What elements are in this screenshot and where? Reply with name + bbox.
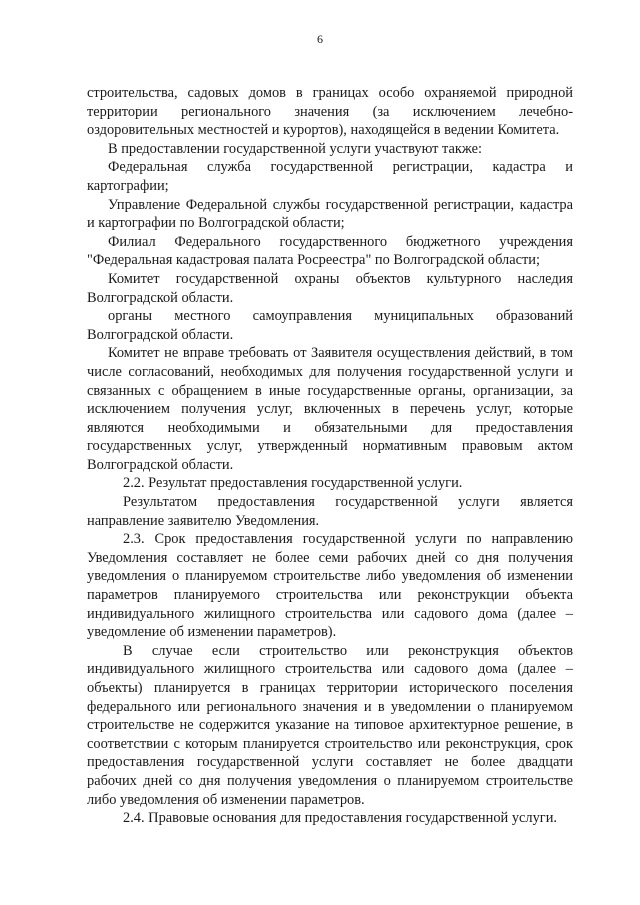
paragraph-local-government: органы местного самоуправления муниципальных образований Волгоградской области. [87, 308, 573, 343]
paragraph-federal-service-directorate: Управление Федеральной службы государственной регистрации, кадастра и картографии по Волгоградской области; [87, 196, 573, 232]
paragraph-participants-intro: В предоставлении государственной услуги участвуют также: [108, 140, 483, 157]
section-heading-2-4: 2.4. Правовые основания для предоставления государственной услуги. [123, 810, 557, 827]
paragraph-federal-service: Федеральная служба государственной регистрации, кадастра и картографии; [87, 159, 573, 194]
paragraph-continuation: строительства, садовых домов в границах особо охраняемой природной территории регионального значения (за исключением лечебно-оздоровительных местностей и курортов), находящейся в ведении Комитета. [87, 85, 573, 139]
page-number: 6 [317, 32, 323, 46]
document-body [87, 84, 573, 828]
section-heading-2-2: 2.2. Результат предоставления государственной услуги. [123, 475, 463, 492]
paragraph-service-result: Результатом предоставления государственной услуги является направление заявителю Уведомления. [87, 494, 573, 529]
paragraph-cadastral-chamber: Филиал Федерального государственного бюджетного учреждения "Федеральная кадастровая палата Росреестра" по Волгоградской области; [87, 233, 573, 269]
paragraph-committee-restrictions: Комитет не вправе требовать от Заявителя осуществления действий, в том числе согласований, необходимых для получения государственной услуги и связанных с обращением в иные государственные органы, организации, за исключением получения услуг, включенных в перечень услуг, которые являются необходимыми и обязательными для предоставления государственных услуг, утвержденный нормативным правовым актом Волгоградской области. [87, 345, 573, 473]
paragraph-heritage-committee: Комитет государственной охраны объектов культурного наследия Волгоградской области. [87, 270, 573, 306]
paragraph-historic-settlement: В случае если строительство или реконструкция объектов индивидуального жилищного строительства или садового дома (далее – объекты) планируется в границах территории исторического поселения федерального или регионального значения и в уведомлении о планируемом строительстве не содержится указание на типовое архитектурное решение, в соответствии с которым планируется строительство или реконструкция, срок предоставления государственной услуги составляет не более двадцати рабочих дней со дня получения уведомления о планируемом строительстве либо уведомления об изменении параметров. [87, 642, 573, 808]
section-heading-2-3: 2.3. Срок предоставления государственной услуги по направлению Уведомления составляет не более семи рабочих дней со дня получения уведомления о планируемом строительстве либо уведомления об изменении параметров планируемого строительства или реконструкции объекта индивидуального жилищного строительства или садового дома (далее – уведомление об изменении параметров). [87, 531, 573, 641]
